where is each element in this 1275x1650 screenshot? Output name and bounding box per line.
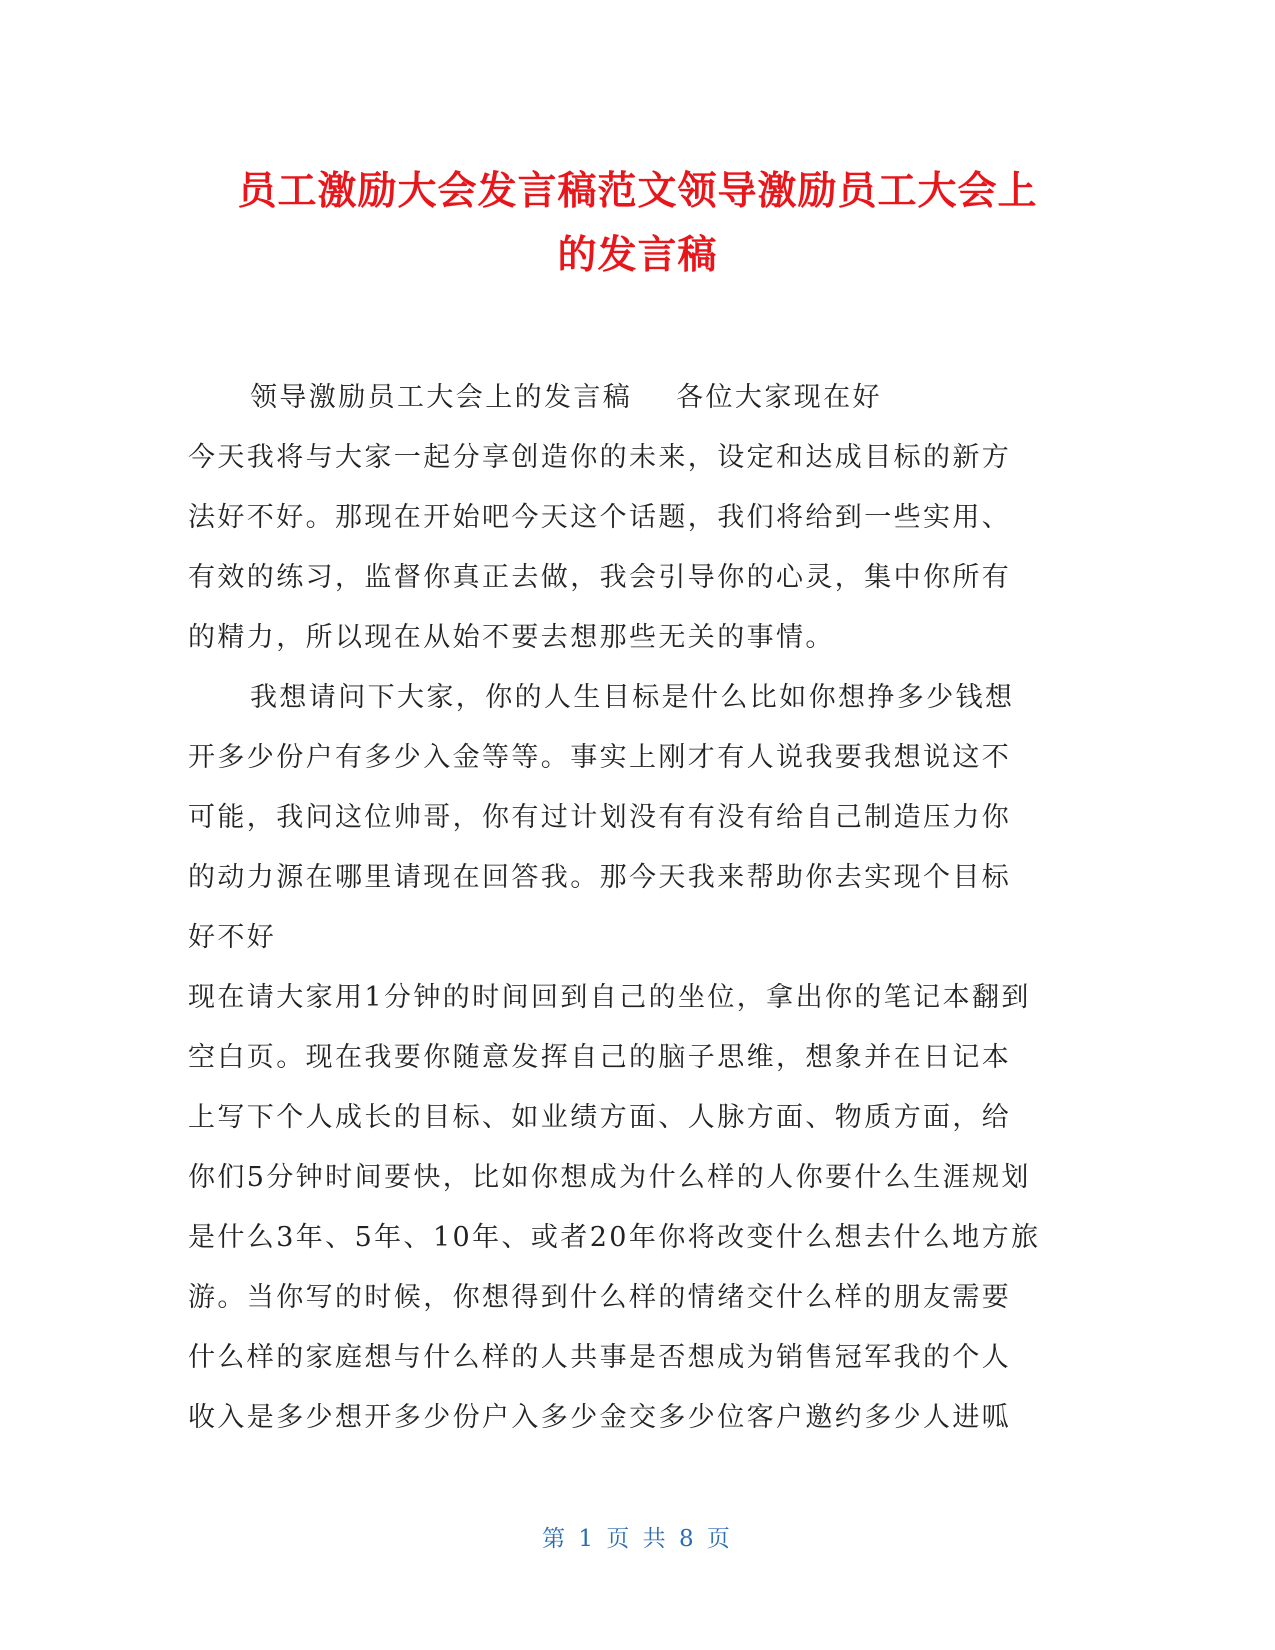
paragraph-exercise [188, 968, 1088, 1448]
page-number-footer: 第 1 页 共 8 页 [542, 1526, 733, 1552]
text-line: 领导激励员工大会上的发言稿 各位大家现在好 [250, 382, 882, 413]
text-line: 的动力源在哪里请现在回答我。那今天我来帮助你去实现个目标 [188, 862, 1012, 893]
title-line-2: 的发言稿 [557, 233, 718, 278]
title-line-1: 员工激励大会发言稿范文领导激励员工大会上 [237, 169, 1038, 214]
text-line: 收入是多少想开多少份户入多少金交多少位客户邀约多少人进呱 [188, 1402, 1012, 1433]
paragraph-intro [188, 428, 1088, 668]
text-line: 好不好 [188, 922, 277, 953]
document-body [188, 368, 1088, 1448]
text-line: 法好不好。那现在开始吧今天这个话题，我们将给到一些实用、 [188, 502, 1012, 533]
paragraph-greeting [188, 368, 1088, 428]
text-line: 什么样的家庭想与什么样的人共事是否想成为销售冠军我的个人 [188, 1342, 1012, 1373]
text-line: 现在请大家用1分钟的时间回到自己的坐位，拿出你的笔记本翻到 [188, 982, 1031, 1013]
text-line: 可能，我问这位帅哥，你有过计划没有有没有给自己制造压力你 [188, 802, 1012, 833]
text-line: 游。当你写的时候，你想得到什么样的情绪交什么样的朋友需要 [188, 1282, 1012, 1313]
text-line: 今天我将与大家一起分享创造你的未来，设定和达成目标的新方 [188, 442, 1012, 473]
text-line: 有效的练习，监督你真正去做，我会引导你的心灵，集中你所有 [188, 562, 1012, 593]
document-title [150, 160, 1125, 288]
text-line: 是什么3年、5年、10年、或者20年你将改变什么想去什么地方旅 [188, 1222, 1041, 1253]
text-line: 空白页。现在我要你随意发挥自己的脑子思维，想象并在日记本 [188, 1042, 1012, 1073]
text-line: 开多少份户有多少入金等等。事实上刚才有人说我要我想说这不 [188, 742, 1012, 773]
text-line: 上写下个人成长的目标、如业绩方面、人脉方面、物质方面，给 [188, 1102, 1012, 1133]
text-line: 的精力，所以现在从始不要去想那些无关的事情。 [188, 622, 835, 653]
text-line: 你们5分钟时间要快，比如你想成为什么样的人你要什么生涯规划 [188, 1162, 1031, 1193]
paragraph-question [188, 668, 1088, 968]
text-line: 我想请问下大家，你的人生目标是什么比如你想挣多少钱想 [250, 682, 1015, 713]
